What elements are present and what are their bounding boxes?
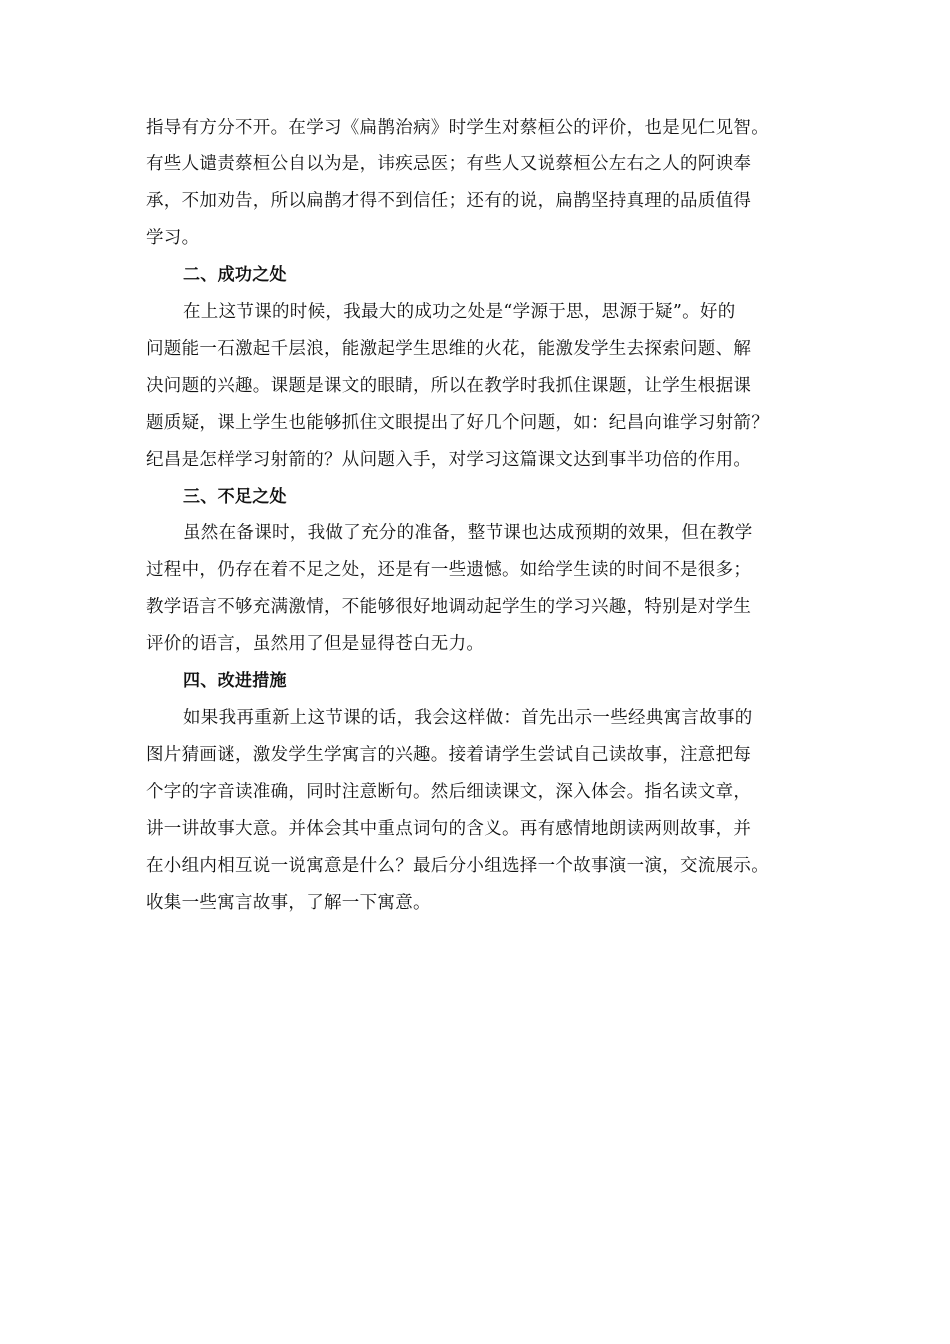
paragraph-line: 过程中，仍存在着不足之处，还是有一些遗憾。如给学生读的时间不是很多；	[146, 560, 752, 580]
paragraph-line: 图片猜画谜，激发学生学寓言的兴趣。接着请学生尝试自己读故事，注意把每	[146, 745, 752, 765]
paragraph-line: 个字的字音读准确，同时注意断句。然后细读课文，深入体会。指名读文章，	[146, 782, 752, 802]
paragraph-line: 讲一讲故事大意。并体会其中重点词句的含义。再有感情地朗读两则故事，并	[146, 819, 752, 839]
paragraph-line: 决问题的兴趣。课题是课文的眼睛，所以在教学时我抓住课题，让学生根据课	[146, 376, 752, 396]
paragraph-line: 承，不加劝告，所以扁鹊才得不到信任；还有的说，扁鹊坚持真理的品质值得	[146, 191, 752, 211]
section-heading-improvements: 四、改进措施	[183, 671, 287, 691]
paragraph-line: 收集一些寓言故事，了解一下寓意。	[146, 893, 431, 913]
paragraph-line: 在小组内相互说一说寓意是什么？最后分小组选择一个故事演一演，交流展示。	[146, 856, 769, 876]
paragraph-line: 题质疑，课上学生也能够抓住文眼提出了好几个问题，如：纪昌向谁学习射箭？	[146, 413, 769, 433]
paragraph-line: 评价的语言，虽然用了但是显得苍白无力。	[146, 634, 485, 654]
section-heading-shortcomings: 三、不足之处	[183, 487, 287, 507]
paragraph-line: 问题能一石激起千层浪，能激起学生思维的火花，能激发学生去探索问题、解	[146, 339, 752, 359]
paragraph-line: 学习。	[146, 228, 200, 248]
paragraph-line: 有些人谴责蔡桓公自以为是，讳疾忌医；有些人又说蔡桓公左右之人的阿谀奉	[146, 154, 752, 174]
paragraph-line: 如果我再重新上这节课的话，我会这样做：首先出示一些经典寓言故事的	[183, 708, 753, 728]
paragraph-line: 指导有方分不开。在学习《扁鹊治病》时学生对蔡桓公的评价，也是见仁见智。	[146, 118, 769, 138]
section-heading-success: 二、成功之处	[183, 265, 287, 285]
paragraph-line: 在上这节课的时候，我最大的成功之处是“学源于思，思源于疑”。好的	[183, 302, 736, 322]
paragraph-line: 纪昌是怎样学习射箭的？从问题入手，对学习这篇课文达到事半功倍的作用。	[146, 450, 752, 470]
paragraph-line: 虽然在备课时，我做了充分的准备，整节课也达成预期的效果，但在教学	[183, 523, 753, 543]
paragraph-line: 教学语言不够充满激情，不能够很好地调动起学生的学习兴趣，特别是对学生	[146, 597, 752, 617]
